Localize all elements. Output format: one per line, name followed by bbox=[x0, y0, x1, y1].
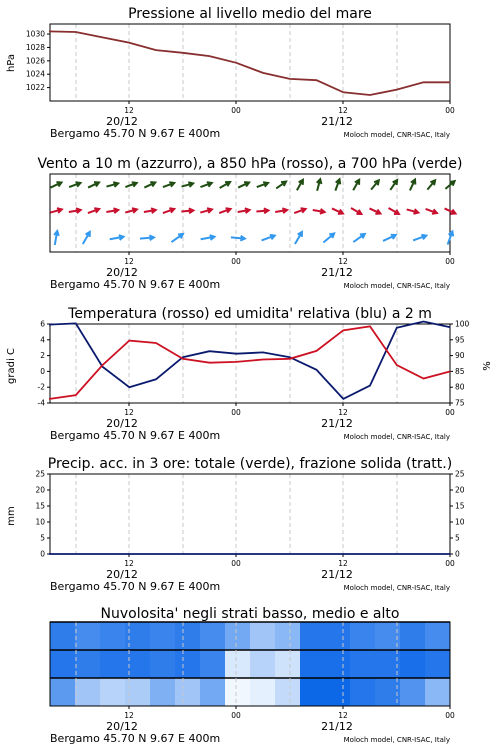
chart-title: Temperatura (rosso) ed umidita' relativa (blu) a 2 m bbox=[68, 306, 432, 322]
model-credit: Moloch model, CNR-ISAC, Italy bbox=[343, 736, 450, 744]
cloud-cell bbox=[300, 622, 326, 650]
y-tick-label: 20 bbox=[455, 485, 465, 495]
wind-arrow bbox=[371, 180, 379, 189]
cloud-cell bbox=[250, 650, 276, 678]
x-tick-label: 12 bbox=[124, 106, 134, 115]
wind-arrow bbox=[353, 234, 364, 242]
cloud-cell bbox=[425, 678, 451, 706]
cloud-cell bbox=[300, 678, 326, 706]
date-label: 20/12 bbox=[106, 266, 138, 279]
wind-arrow bbox=[383, 235, 396, 241]
temperature-line bbox=[49, 326, 450, 399]
wind-arrow bbox=[69, 208, 81, 213]
wind-arrow bbox=[220, 182, 230, 188]
cloud-cell bbox=[200, 622, 226, 650]
y-axis-label-right: % bbox=[482, 361, 493, 371]
wind-arrow bbox=[88, 182, 99, 187]
cloud-cell bbox=[400, 678, 426, 706]
cloud-cell bbox=[400, 650, 426, 678]
y-tick-label: 1026 bbox=[25, 56, 45, 66]
x-tick-label: 00 bbox=[445, 408, 455, 417]
x-tick-label: 12 bbox=[124, 711, 134, 720]
date-label: 21/12 bbox=[321, 568, 353, 581]
x-tick-label: 00 bbox=[445, 559, 455, 568]
location-label: Bergamo 45.70 N 9.67 E 400m bbox=[50, 580, 221, 593]
wind-arrow bbox=[323, 234, 334, 243]
y-tick-label: 25 bbox=[455, 469, 465, 479]
cloud-cell bbox=[100, 678, 126, 706]
cloud-cell bbox=[75, 622, 101, 650]
wind-arrow bbox=[200, 182, 211, 187]
y-tick-label: 100 bbox=[455, 319, 470, 329]
wind-arrow bbox=[54, 231, 59, 245]
cloud-cell bbox=[150, 678, 176, 706]
x-tick-label: 00 bbox=[231, 711, 241, 720]
y-tick-label: 0 bbox=[455, 549, 460, 559]
x-tick-label: 00 bbox=[445, 711, 455, 720]
y-tick-label: 1024 bbox=[25, 69, 45, 79]
x-tick-label: 00 bbox=[231, 408, 241, 417]
cloud-cell bbox=[200, 650, 226, 678]
location-label: Bergamo 45.70 N 9.67 E 400m bbox=[50, 732, 221, 745]
y-tick-label: 85 bbox=[455, 366, 465, 376]
wind-arrow bbox=[317, 179, 322, 191]
cloud-cell bbox=[425, 650, 451, 678]
x-tick-label: 00 bbox=[445, 106, 455, 115]
x-tick-label: 12 bbox=[124, 257, 134, 266]
y-tick-label: 6 bbox=[40, 319, 45, 329]
y-tick-label: 5 bbox=[40, 533, 45, 543]
x-tick-label: 00 bbox=[231, 559, 241, 568]
y-axis-label: mm bbox=[6, 506, 17, 526]
cloud-cell bbox=[325, 650, 351, 678]
y-tick-label: 10 bbox=[455, 517, 465, 527]
cloud-cell bbox=[100, 650, 126, 678]
wind-arrow bbox=[171, 234, 182, 242]
cloud-cell bbox=[275, 650, 301, 678]
x-tick-label: 12 bbox=[124, 559, 134, 568]
cloud-cover-chart bbox=[0, 600, 500, 750]
plot-frame bbox=[50, 24, 450, 101]
wind-arrow bbox=[106, 182, 118, 187]
wind-arrow bbox=[238, 182, 249, 187]
cloud-cell bbox=[200, 678, 226, 706]
chart-title: Pressione al livello medio del mare bbox=[128, 6, 372, 22]
wind-arrow bbox=[110, 235, 124, 240]
x-tick-label: 12 bbox=[338, 711, 348, 720]
y-tick-label: 20 bbox=[35, 485, 45, 495]
x-tick-label: 00 bbox=[231, 106, 241, 115]
wind-arrow bbox=[297, 180, 303, 190]
date-label: 20/12 bbox=[106, 417, 138, 430]
wind-arrow bbox=[83, 232, 90, 244]
x-tick-label: 00 bbox=[445, 257, 455, 266]
wind-arrow bbox=[370, 208, 381, 213]
wind-arrow bbox=[410, 180, 415, 191]
chart-title: Vento a 10 m (azzurro), a 850 hPa (rosso), a 700 hPa (verde) bbox=[37, 156, 463, 172]
y-tick-label: 0 bbox=[40, 366, 45, 376]
cloud-cell bbox=[75, 650, 101, 678]
precipitation-chart bbox=[0, 450, 500, 598]
wind-arrow bbox=[313, 209, 325, 214]
wind-arrow bbox=[257, 182, 268, 187]
wind-chart bbox=[0, 150, 500, 298]
wind-arrow bbox=[275, 208, 287, 213]
wind-arrow bbox=[125, 182, 136, 187]
cloud-cell bbox=[350, 650, 376, 678]
cloud-cell bbox=[50, 650, 76, 678]
wind-arrow bbox=[140, 235, 154, 240]
wind-arrow bbox=[144, 182, 155, 187]
cloud-cell bbox=[175, 622, 201, 650]
y-tick-label: 5 bbox=[455, 533, 460, 543]
wind-arrow bbox=[332, 208, 343, 213]
wind-arrow bbox=[238, 208, 250, 213]
date-label: 21/12 bbox=[321, 417, 353, 430]
wind-arrow bbox=[262, 235, 275, 241]
wind-arrow bbox=[231, 236, 245, 241]
cloud-cell bbox=[225, 650, 251, 678]
cloud-cell bbox=[350, 678, 376, 706]
pressure-chart bbox=[0, 0, 500, 148]
wind-arrow bbox=[407, 209, 419, 214]
cloud-cell bbox=[225, 678, 251, 706]
y-tick-label: 4 bbox=[40, 335, 45, 345]
y-tick-label: 90 bbox=[455, 351, 465, 361]
wind-arrow bbox=[163, 208, 174, 213]
wind-arrow bbox=[353, 180, 359, 190]
cloud-cell bbox=[50, 678, 76, 706]
x-tick-label: 12 bbox=[338, 408, 348, 417]
y-tick-label: 0 bbox=[40, 549, 45, 559]
wind-arrow bbox=[51, 182, 62, 187]
wind-arrow bbox=[390, 180, 397, 190]
y-tick-label: 10 bbox=[35, 517, 45, 527]
cloud-cell bbox=[275, 678, 301, 706]
y-tick-label: -4 bbox=[37, 398, 45, 408]
y-tick-label: 1022 bbox=[25, 83, 45, 93]
wind-arrow bbox=[276, 182, 286, 189]
x-tick-label: 12 bbox=[338, 257, 348, 266]
y-tick-label: 1030 bbox=[25, 29, 45, 39]
y-axis-label: hPa bbox=[6, 53, 17, 73]
wind-arrow bbox=[88, 208, 99, 213]
cloud-cell bbox=[425, 622, 451, 650]
wind-arrow bbox=[69, 182, 80, 187]
y-axis-label: gradi C bbox=[6, 348, 17, 384]
wind-arrow bbox=[427, 180, 435, 189]
cloud-cell bbox=[50, 622, 76, 650]
cloud-cell bbox=[175, 650, 201, 678]
location-label: Bergamo 45.70 N 9.67 E 400m bbox=[50, 278, 221, 291]
cloud-cell bbox=[300, 650, 326, 678]
y-tick-label: 25 bbox=[35, 469, 45, 479]
location-label: Bergamo 45.70 N 9.67 E 400m bbox=[50, 429, 221, 442]
plot-frame bbox=[50, 324, 450, 403]
wind-arrow bbox=[125, 208, 137, 213]
cloud-cell bbox=[325, 622, 351, 650]
cloud-cell bbox=[400, 622, 426, 650]
model-credit: Moloch model, CNR-ISAC, Italy bbox=[343, 282, 450, 290]
cloud-cell bbox=[350, 622, 376, 650]
date-label: 20/12 bbox=[106, 115, 138, 128]
y-tick-label: 15 bbox=[35, 501, 45, 511]
wind-arrow bbox=[295, 232, 302, 244]
date-label: 21/12 bbox=[321, 266, 353, 279]
y-tick-label: 95 bbox=[455, 335, 465, 345]
x-tick-label: 12 bbox=[338, 106, 348, 115]
y-tick-label: 1028 bbox=[25, 42, 45, 52]
model-credit: Moloch model, CNR-ISAC, Italy bbox=[343, 131, 450, 139]
date-label: 20/12 bbox=[106, 720, 138, 733]
date-label: 21/12 bbox=[321, 115, 353, 128]
wind-arrow bbox=[351, 208, 361, 214]
wind-arrow bbox=[426, 209, 437, 214]
plot-frame bbox=[50, 474, 450, 554]
date-label: 21/12 bbox=[321, 720, 353, 733]
wind-arrow bbox=[413, 235, 426, 241]
model-credit: Moloch model, CNR-ISAC, Italy bbox=[343, 433, 450, 441]
cloud-cell bbox=[250, 678, 276, 706]
temperature-humidity-chart bbox=[0, 300, 500, 448]
cloud-cell bbox=[250, 622, 276, 650]
wind-arrow bbox=[219, 208, 230, 213]
cloud-cell bbox=[175, 678, 201, 706]
y-tick-label: 2 bbox=[40, 351, 45, 361]
cloud-cell bbox=[150, 622, 176, 650]
y-tick-label: 80 bbox=[455, 382, 465, 392]
wind-arrow bbox=[256, 208, 268, 213]
chart-title: Nuvolosita' negli strati basso, medio e alto bbox=[100, 606, 400, 622]
y-tick-label: -2 bbox=[37, 382, 45, 392]
date-label: 20/12 bbox=[106, 568, 138, 581]
wind-arrow bbox=[106, 208, 118, 213]
x-tick-label: 12 bbox=[338, 559, 348, 568]
y-tick-label: 75 bbox=[455, 398, 465, 408]
wind-arrow bbox=[389, 208, 399, 214]
pressure-line bbox=[49, 31, 450, 95]
location-label: Bergamo 45.70 N 9.67 E 400m bbox=[50, 127, 221, 140]
wind-arrow bbox=[201, 235, 215, 240]
wind-arrow bbox=[163, 182, 174, 187]
cloud-cell bbox=[100, 622, 126, 650]
cloud-cell bbox=[150, 650, 176, 678]
wind-arrow bbox=[200, 208, 212, 213]
wind-arrow bbox=[294, 208, 305, 213]
cloud-cell bbox=[325, 678, 351, 706]
x-tick-label: 00 bbox=[231, 257, 241, 266]
chart-title: Precip. acc. in 3 ore: totale (verde), frazione solida (tratt.) bbox=[47, 456, 453, 472]
x-tick-label: 12 bbox=[124, 408, 134, 417]
y-tick-label: 15 bbox=[455, 501, 465, 511]
model-credit: Moloch model, CNR-ISAC, Italy bbox=[343, 584, 450, 592]
wind-arrow bbox=[335, 179, 340, 190]
cloud-cell bbox=[75, 678, 101, 706]
wind-arrow bbox=[144, 208, 156, 213]
cloud-cell bbox=[225, 622, 251, 650]
cloud-cell bbox=[275, 622, 301, 650]
wind-arrow bbox=[50, 208, 62, 213]
